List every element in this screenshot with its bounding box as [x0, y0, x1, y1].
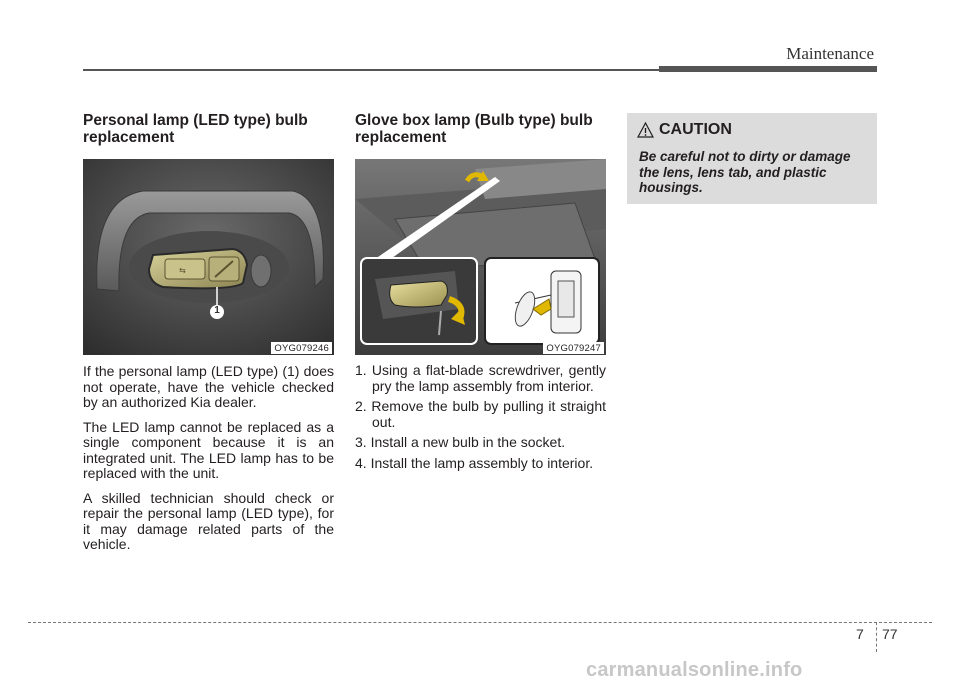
warning-triangle-icon: [637, 122, 654, 138]
personal-lamp-figure: [83, 159, 334, 355]
step-item: 4. Install the lamp assembly to interior.: [355, 454, 594, 471]
footer-rule: [28, 622, 932, 623]
caution-text: Be careful not to dirty or damage the lens, lens tab, and plastic housings.: [639, 149, 851, 195]
glove-box-steps: [355, 363, 606, 471]
caution-title: CAUTION: [659, 121, 732, 138]
glove-box-title: Glove box lamp (Bulb type) bulb replacement: [355, 112, 593, 146]
figure-code: OYG079246: [271, 342, 332, 354]
personal-lamp-title: Personal lamp (LED type) bulb replacement: [83, 112, 308, 146]
svg-text:⇆: ⇆: [179, 266, 186, 275]
header-rule: [83, 69, 659, 71]
personal-lamp-section: [83, 112, 334, 553]
page-header-title: Maintenance: [786, 44, 874, 63]
step-item: 1. Using a flat-blade screwdriver, gently pry the lamp assembly from interior.: [355, 362, 606, 394]
header-rule-accent: [659, 66, 877, 72]
step-item: 3. Install a new bulb in the socket.: [355, 434, 566, 450]
paragraph: If the personal lamp (LED type) (1) does not operate, have the vehicle checked by an authorized Kia dealer.: [83, 363, 334, 410]
paragraph: A skilled technician should check or repair the personal lamp (LED type), for it may damage related parts of the vehicle.: [83, 489, 334, 552]
paragraph: The LED lamp cannot be replaced as a single component because it is an integrated unit. The LED lamp has to be replaced with the unit.: [83, 418, 334, 481]
step-item: 2. Remove the bulb by pulling it straight out.: [355, 398, 606, 430]
section-number: 7: [856, 626, 864, 642]
glove-box-illustration: [355, 159, 606, 355]
footer-divider: [876, 622, 877, 652]
personal-lamp-illustration: [83, 159, 334, 355]
glove-box-section: [355, 112, 606, 476]
glove-box-figure: [355, 159, 606, 355]
figure-callout-number: 1: [214, 305, 220, 316]
caution-box: [627, 113, 877, 204]
personal-lamp-body: [83, 364, 334, 553]
figure-code: OYG079247: [543, 342, 604, 354]
caution-header: [637, 121, 732, 139]
watermark: carmanualsonline.info: [586, 659, 803, 681]
page-number: 77: [882, 626, 898, 642]
